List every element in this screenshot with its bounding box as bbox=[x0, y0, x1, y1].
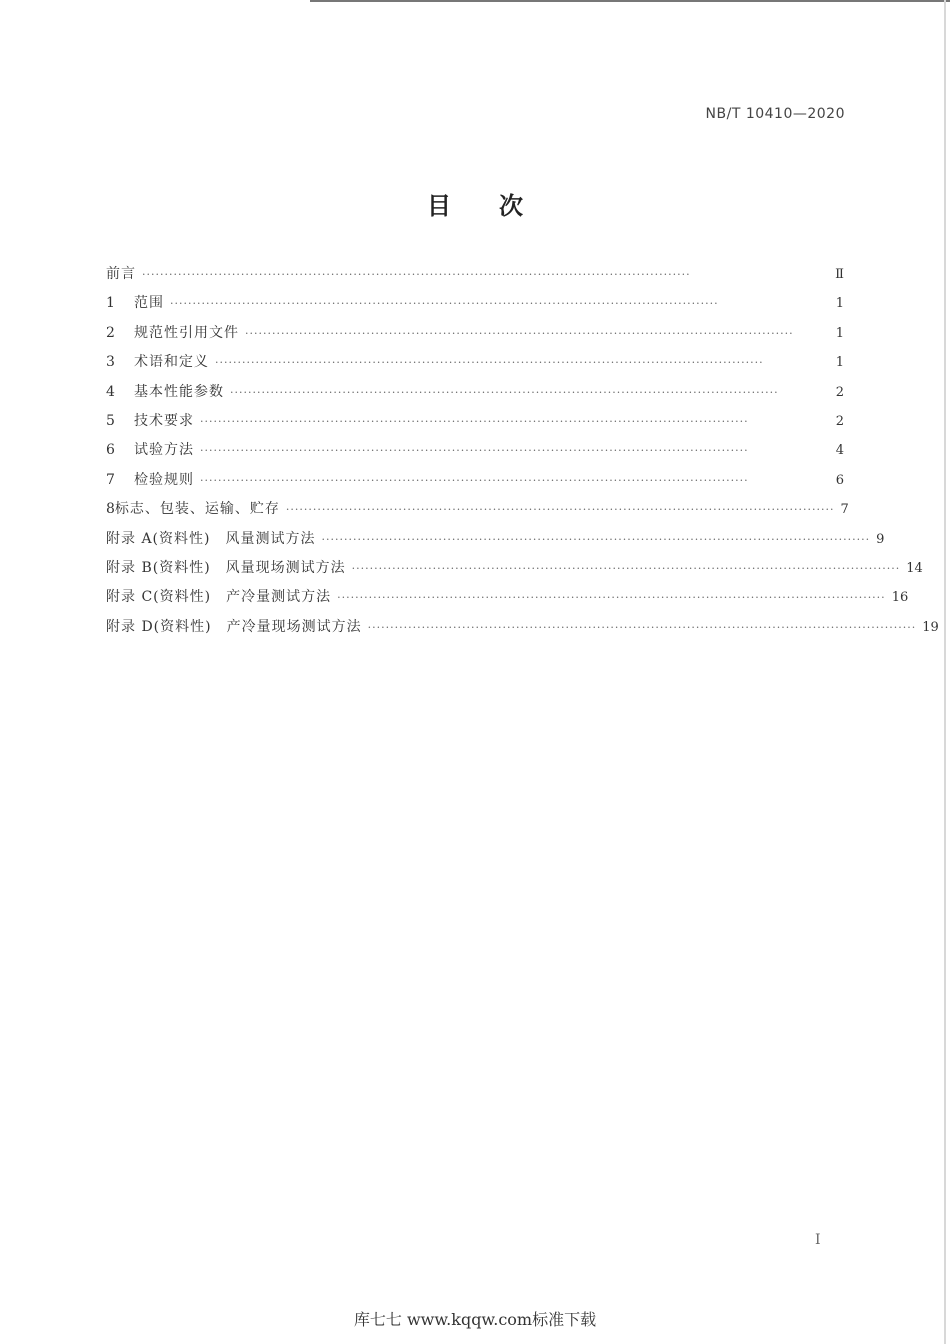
toc-number: 6 bbox=[106, 442, 115, 459]
toc-item-8[interactable] bbox=[106, 498, 849, 527]
toc-page: 2 bbox=[835, 384, 844, 400]
toc-item-annex-b[interactable] bbox=[106, 557, 923, 586]
toc-leader-dots: ·························································································································· bbox=[321, 532, 871, 546]
toc-label: 附录 B(资料性) 风量现场测试方法 bbox=[106, 559, 346, 576]
toc-page: 4 bbox=[835, 443, 844, 459]
toc-label: 前言 bbox=[106, 266, 136, 282]
toc-leader-dots: ·························································································································· bbox=[245, 326, 794, 340]
toc-item-annex-a[interactable] bbox=[106, 528, 885, 557]
toc-page: 7 bbox=[840, 502, 849, 518]
toc-leader-dots: ·························································································································· bbox=[351, 561, 901, 575]
toc-label: 附录 D(资料性) 产冷量现场测试方法 bbox=[106, 618, 362, 635]
toc-leader-dots: ·························································································································· bbox=[285, 503, 835, 517]
standard-code: NB/T 10410—2020 bbox=[705, 106, 845, 122]
toc-leader-dots: ·························································································································· bbox=[200, 444, 749, 458]
toc-page: 14 bbox=[906, 560, 923, 576]
toc-leader-dots: ·························································································································· bbox=[142, 268, 691, 281]
toc-page: 16 bbox=[891, 590, 909, 606]
toc-label: 规范性引用文件 bbox=[134, 324, 239, 341]
toc-number: 1 bbox=[106, 295, 115, 312]
toc-label: 检验规则 bbox=[134, 471, 194, 488]
toc-item-2[interactable] bbox=[106, 322, 844, 351]
toc-label: 范围 bbox=[134, 295, 164, 312]
toc-label: 术语和定义 bbox=[134, 354, 209, 371]
toc-label: 试验方法 bbox=[134, 442, 194, 459]
page-number: I bbox=[815, 1232, 821, 1248]
toc-page: 6 bbox=[835, 472, 844, 488]
toc-leader-dots: ·························································································································· bbox=[170, 297, 719, 311]
toc-label: 基本性能参数 bbox=[134, 383, 224, 400]
toc-item-6[interactable] bbox=[106, 439, 844, 468]
toc-item-1[interactable] bbox=[106, 292, 844, 321]
toc-item-7[interactable] bbox=[106, 469, 844, 498]
toc-leader-dots: ·························································································································· bbox=[200, 473, 749, 487]
toc-item-4[interactable] bbox=[106, 381, 844, 410]
toc-page: 1 bbox=[835, 296, 844, 312]
toc-number: 3 bbox=[106, 354, 115, 371]
toc-page: 9 bbox=[876, 531, 885, 547]
toc-number: 5 bbox=[106, 412, 115, 429]
toc-number: 8 bbox=[106, 501, 115, 518]
toc-label: 标志、包装、运输、贮存 bbox=[114, 501, 280, 518]
toc-page: 1 bbox=[835, 355, 844, 371]
toc-item-annex-d[interactable] bbox=[106, 616, 939, 645]
toc-leader-dots: ·························································································································· bbox=[200, 414, 749, 428]
toc-number: 2 bbox=[106, 324, 115, 341]
toc-leader-dots: ·························································································································· bbox=[215, 356, 764, 370]
toc-item-5[interactable] bbox=[106, 410, 844, 439]
toc-item-annex-c[interactable] bbox=[106, 586, 909, 615]
toc-number: 4 bbox=[106, 383, 115, 400]
toc-leader-dots: ·························································································································· bbox=[367, 620, 917, 634]
toc-label: 技术要求 bbox=[134, 412, 194, 429]
footer-watermark: 库七七 www.kqqw.com标准下载 bbox=[353, 1310, 597, 1329]
toc-page: 19 bbox=[922, 619, 939, 635]
toc-number: 7 bbox=[106, 471, 115, 488]
toc-page: Ⅱ bbox=[835, 267, 844, 282]
page-title: 目次 bbox=[427, 192, 571, 220]
table-of-contents bbox=[106, 263, 939, 645]
toc-page: 2 bbox=[835, 413, 844, 429]
toc-leader-dots: ·························································································································· bbox=[230, 385, 779, 399]
toc-item-preface[interactable] bbox=[106, 263, 844, 292]
page-top-edge bbox=[310, 0, 950, 2]
toc-leader-dots: ·························································································································· bbox=[337, 591, 886, 605]
toc-label: 附录 A(资料性) 风量测试方法 bbox=[106, 530, 316, 547]
toc-page: 1 bbox=[835, 325, 844, 341]
toc-item-3[interactable] bbox=[106, 351, 844, 380]
toc-label: 附录 C(资料性) 产冷量测试方法 bbox=[106, 589, 332, 606]
